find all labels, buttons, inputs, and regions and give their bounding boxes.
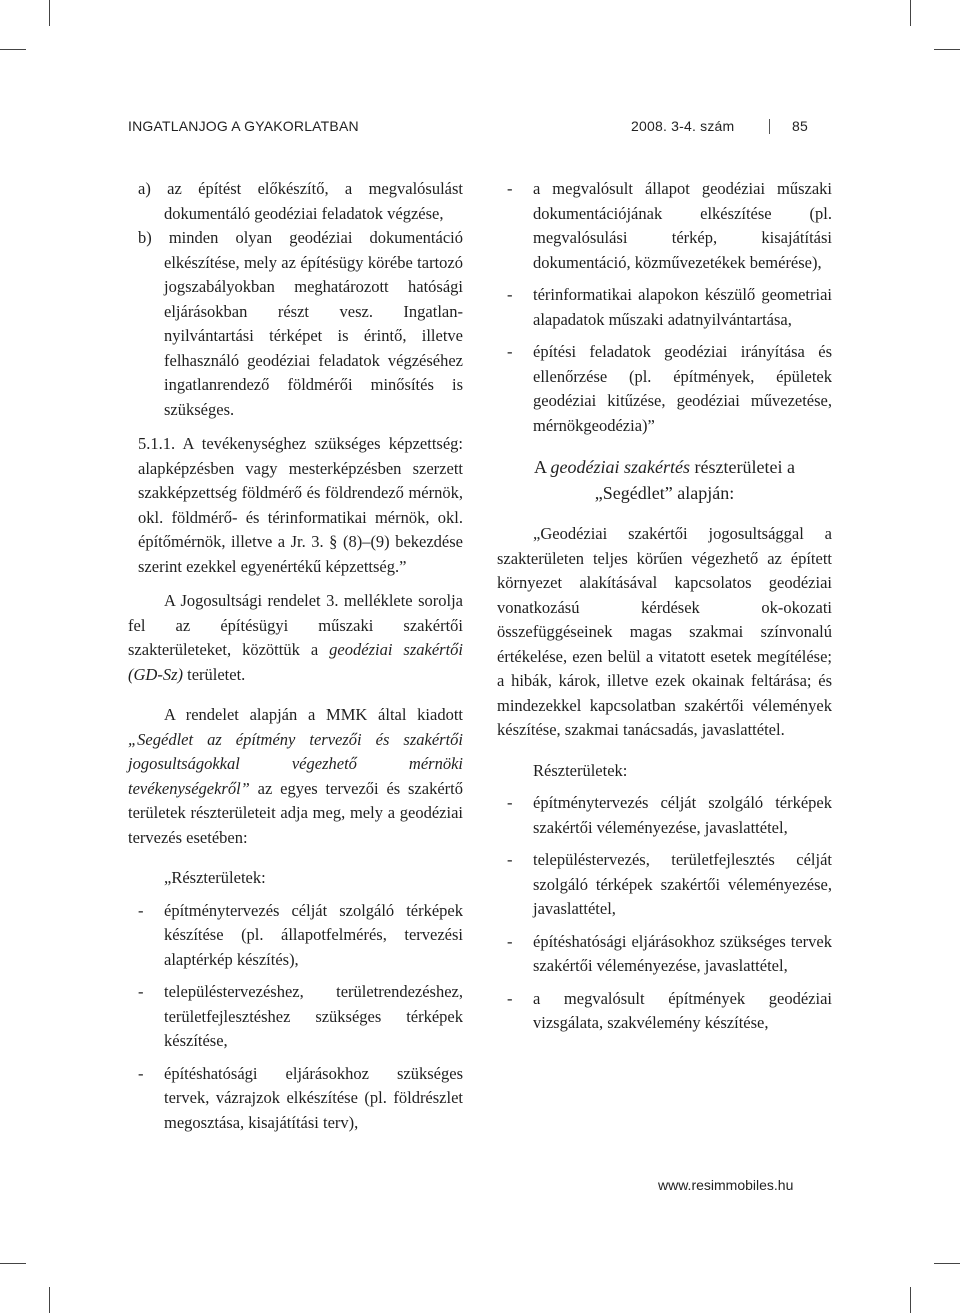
text-span: A <box>534 457 551 477</box>
list-item <box>497 340 832 438</box>
list-item <box>497 791 832 840</box>
crop-mark <box>49 1287 50 1313</box>
text-span: A Jogosultsági rendelet 3. melléklete sorolja fel az építésügyi műszaki szakértői szakterületeket, közöttük a <box>128 591 463 659</box>
journal-title: INGATLANJOG A GYAKORLATBAN <box>128 118 359 134</box>
text-span: A rendelet alapján a MMK által kiadott <box>164 705 463 724</box>
list-item-text: építménytervezés célját szolgáló térképek szakértői véleményezése, javaslattétel, <box>533 793 832 837</box>
dash-bullet: - <box>138 1063 144 1083</box>
list-item-text: építési feladatok geodéziai irányítása és ellenőrzése (pl. építmények, épületek geodéziai kitűzése, geodéziai művezetése, mérnökgeodézia)” <box>533 342 832 435</box>
list-item <box>128 899 463 973</box>
dash-bullet: - <box>138 982 144 1001</box>
text-span: az egyes tervezői és szakértő területek részterületeit adja meg, mely a geodéziai tervezés esetében: <box>128 778 463 847</box>
text-span: területet. <box>183 664 246 684</box>
list-item-text: építménytervezés célját szolgáló térképek készítése (pl. állapotfelmérés, tervezési alaptérkép készítés), <box>164 900 463 969</box>
dash-bullet: - <box>507 793 513 812</box>
section-heading <box>497 454 832 506</box>
subheading-reszteruletek: „Részterületek: <box>164 868 266 887</box>
list-item-text: a megvalósult építmények geodéziai vizsgálata, szakvélemény készítése, <box>533 988 832 1032</box>
emphasis-text: „Segédlet az építmény tervezői és szakértői jogosultságokkal végezhető mérnöki tevékenységekről” <box>128 729 463 798</box>
paragraph-jogosultsagi <box>128 589 463 687</box>
dash-bullet: - <box>507 850 513 869</box>
list-item-b: b) minden olyan geodéziai dokumentáció elkészítése, mely az építésügy körébe tartozó jogszabályokban meghatározott hatósági eljárásokban részt vesz. Ingatlan-nyilvántartási térképet is érintő, illetve felhasználó geodéziai feladatok végzéséhez ingatlanrendező földmérői minősítés is szükséges. <box>138 228 463 419</box>
subheading-reszteruletek: Részterületek: <box>533 760 628 780</box>
list-item <box>128 980 463 1054</box>
list-item <box>497 848 832 922</box>
list-item <box>497 930 832 979</box>
list-item-text: építéshatósági eljárásokhoz szükséges tervek, vázrajzok elkészítése (pl. földrészlet megosztása, kisajátítási terv), <box>164 1063 463 1132</box>
header-divider <box>769 119 770 134</box>
list-item-text: építéshatósági eljárásokhoz szükséges tervek szakértői véleményezése, javaslattétel, <box>533 931 832 975</box>
crop-mark <box>0 1263 26 1264</box>
list-item <box>497 177 832 275</box>
list-item <box>497 987 832 1036</box>
crop-mark <box>0 49 26 50</box>
list-item-text: a megvalósult állapot geodéziai műszaki dokumentációjának elkészítése (pl. megvalósulási térkép, kisajátítási dokumentáció, közművezetékek bemérése), <box>533 179 832 272</box>
list-item-text: településtervezés, területfejlesztés célját szolgáló térképek szakértői véleményezése, javaslattétel, <box>533 850 832 918</box>
left-column <box>128 177 463 1135</box>
dash-bullet: - <box>507 988 513 1008</box>
page-number: 85 <box>792 118 808 134</box>
dash-bullet: - <box>138 900 144 920</box>
crop-mark <box>910 0 911 26</box>
crop-mark <box>49 0 50 26</box>
dash-bullet: - <box>507 285 513 304</box>
dash-bullet: - <box>507 931 513 951</box>
list-item-text: térinformatikai alapokon készülő geometriai alapadatok műszaki adatnyilvántartása, <box>533 285 832 329</box>
footer-url[interactable]: www.resimmobiles.hu <box>658 1177 794 1193</box>
emphasis-text: geodéziai szakértés <box>550 457 691 477</box>
paragraph-qualification: 5.1.1. A tevékenységhez szükséges képzettség: alapképzésben vagy mesterképzésben szerzett szakképzettség földmérő és földrendező mérnök, okl. földmérő- és térinformatikai mérnök, okl. építőmérnök, illetve a Jr. 3. § (8)–(9) bekezdése szerint ezekkel egyenértékű képzettség.” <box>138 434 463 576</box>
right-column <box>497 177 832 1036</box>
list-item <box>128 1062 463 1136</box>
dash-bullet: - <box>507 342 513 361</box>
crop-mark <box>910 1287 911 1313</box>
list-item <box>497 283 832 332</box>
emphasis-text: geodéziai szakértői (GD-Sz) <box>128 640 463 684</box>
list-item-text: településtervezéshez, területrendezéshez, területfejlesztéshez szükséges térképek készítése, <box>164 982 463 1050</box>
crop-mark <box>934 1263 960 1264</box>
list-item-a: a) az építést előkészítő, a megvalósulást dokumentáló geodéziai feladatok végzése, <box>138 179 463 223</box>
issue-date: 2008. 3-4. szám <box>631 118 735 134</box>
crop-mark <box>934 49 960 50</box>
dash-bullet: - <box>507 179 513 198</box>
paragraph-mmk <box>128 703 463 850</box>
paragraph-quote: „Geodéziai szakértői jogosultsággal a szakterületen teljes körűen végezhető az épített környezet alakításával kapcsolatos geodéziai vonatkozású kérdések ok-okozati összefüggéseinek magas szakmai színvonalú értékelése, ezen belül a vitatott esetek megítélése; a hibák, károk, illetve ezek okainak feltárása; és mindezekkel kapcsolatban szakértői vélemények készítése, szakmai tanácsadás, javaslattétel. <box>497 524 832 739</box>
text-span: részterületei a „Segédlet” alapján: <box>594 457 795 503</box>
